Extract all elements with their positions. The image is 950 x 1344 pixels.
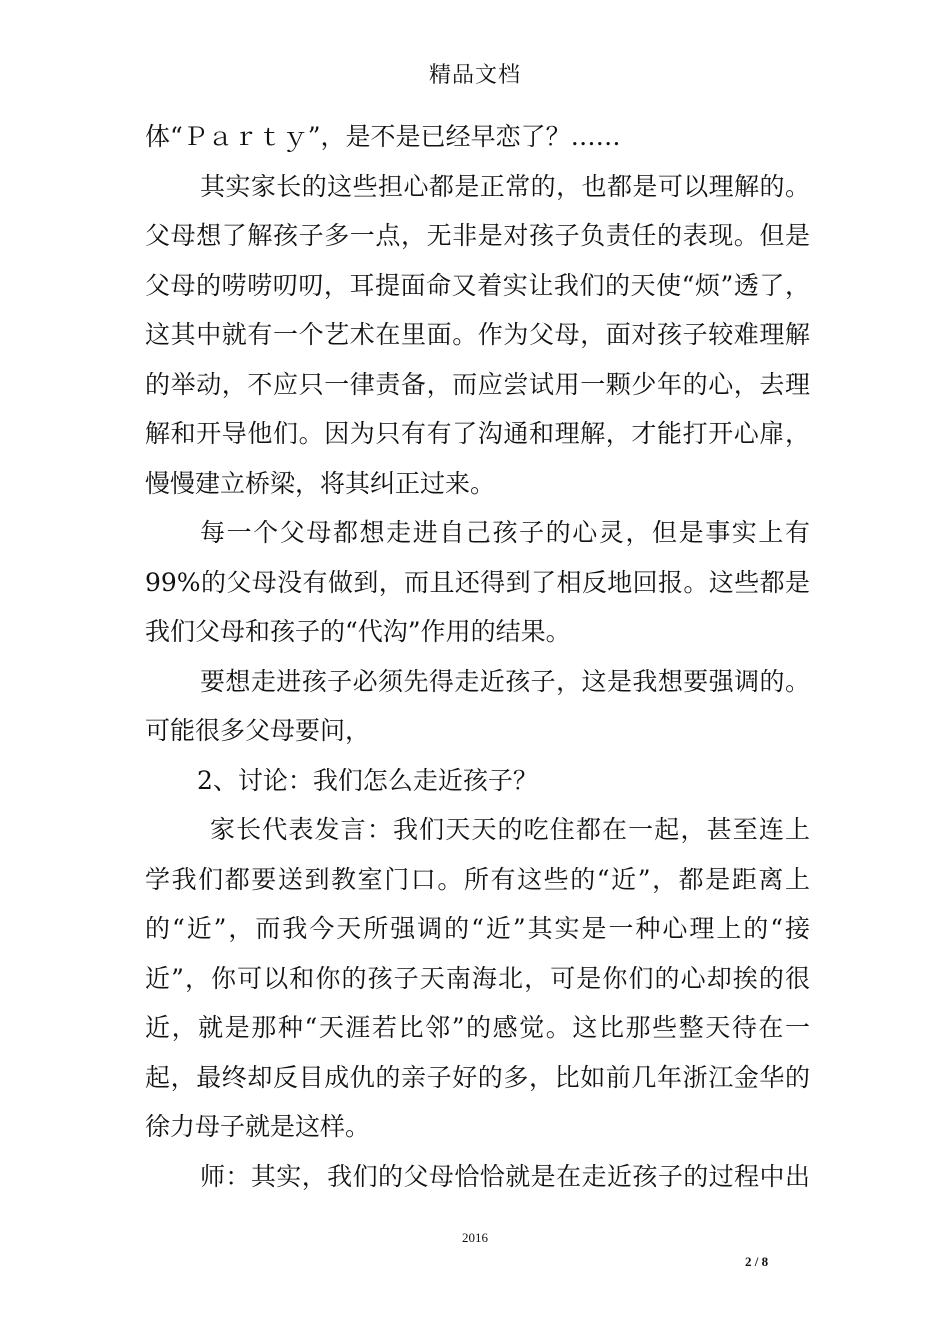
text-line: 要想走进孩子必须先得走近孩子，这是我想要强调的。 bbox=[200, 666, 810, 696]
text-line: 起，最终却反目成仇的亲子好的多，比如前几年浙江金华的 bbox=[145, 1062, 810, 1092]
text-line: 99%的父母没有做到，而且还得到了相反地回报。这些都是 bbox=[145, 567, 810, 597]
text-line: 每一个父母都想走进自己孩子的心灵，但是事实上有 bbox=[200, 518, 810, 547]
text-line: 其实家长的这些担心都是正常的，也都是可以理解的。 bbox=[200, 171, 810, 201]
text-line: 近”，你可以和你的孩子天南海北，可是你们的心却挨的很 bbox=[145, 963, 810, 993]
text-line: 2、讨论：我们怎么走近孩子？ bbox=[197, 765, 538, 795]
text-line: 慢慢建立桥梁，将其纠正过来。 bbox=[145, 468, 496, 498]
page-header-title: 精品文档 bbox=[428, 63, 521, 88]
text-line: 可能很多父母要问， bbox=[145, 716, 371, 745]
page-number: 2 / 8 bbox=[745, 1254, 769, 1269]
text-line: 徐力母子就是这样。 bbox=[145, 1112, 371, 1141]
text-line: 我们父母和孩子的“代沟”作用的结果。 bbox=[145, 617, 571, 646]
document-body bbox=[145, 112, 810, 1201]
text-line: 父母的唠唠叨叨，耳提面命又着实让我们的天使“烦”透了， bbox=[145, 270, 810, 300]
text-line: 近，就是那种“天涯若比邻”的感觉。这比那些整天待在一 bbox=[145, 1013, 810, 1042]
text-line: 家长代表发言：我们天天的吃住都在一起，甚至连上 bbox=[210, 815, 810, 844]
footer-year: 2016 bbox=[462, 1230, 488, 1245]
text-line: 父母想了解孩子多一点，无非是对孩子负责任的表现。但是 bbox=[145, 221, 810, 250]
text-line: 学我们都要送到教室门口。所有这些的“近”，都是距离上 bbox=[145, 864, 810, 894]
text-line: 解和开导他们。因为只有有了沟通和理解，才能打开心扉， bbox=[145, 419, 810, 448]
text-line: 的“近”，而我今天所强调的“近”其实是一种心理上的“接 bbox=[145, 914, 810, 943]
text-line: 的举动，不应只一律责备，而应尝试用一颗少年的心，去理 bbox=[145, 369, 810, 399]
text-line: 体“Ｐａｒｔｙ”，是不是已经早恋了？…… bbox=[145, 122, 621, 151]
text-line: 这其中就有一个艺术在里面。作为父母，面对孩子较难理解 bbox=[145, 320, 810, 349]
text-line: 师：其实，我们的父母恰恰就是在走近孩子的过程中出 bbox=[200, 1161, 810, 1191]
